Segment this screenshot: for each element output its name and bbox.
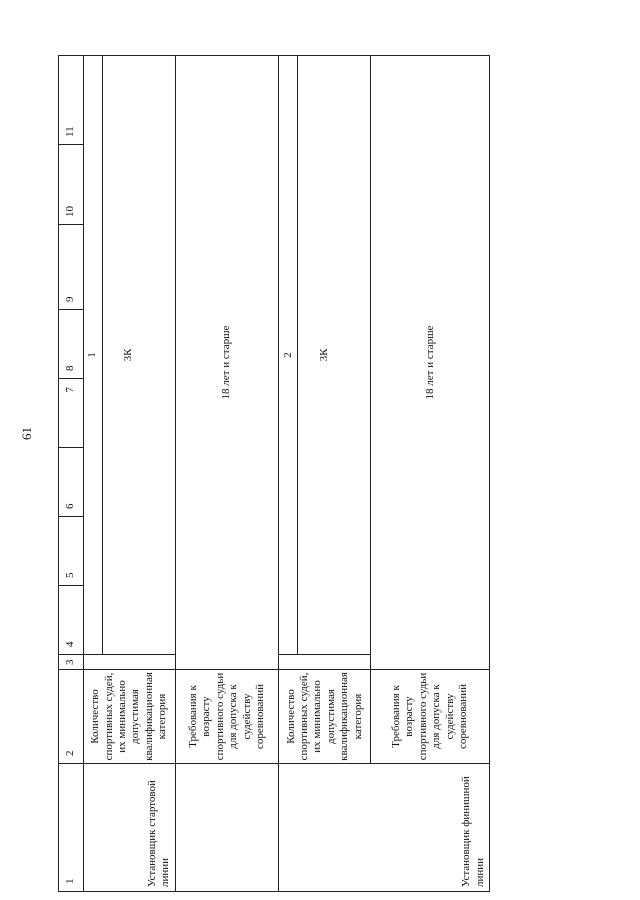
count-requirement-label: Количество спортивных судей, их минимально допустимая квалификационная категория <box>279 670 371 764</box>
table-row <box>175 56 278 892</box>
referee-count: 2 <box>279 56 298 655</box>
referee-requirements-table <box>58 55 490 892</box>
position-name: Установщик стартовой линии <box>83 764 175 892</box>
age-requirement-label: Требования к возрасту спортивного судьи для допуска к судейству соревнований <box>371 670 490 764</box>
header-cell: 10 <box>59 145 84 225</box>
header-row <box>59 56 84 892</box>
header-cell: 1 <box>59 764 84 892</box>
spacer-cell <box>155 56 175 655</box>
header-cell: 2 <box>59 670 84 764</box>
header-cell: 8 <box>59 310 84 379</box>
referee-count: 1 <box>83 56 102 655</box>
qualification-category: 3К <box>298 56 351 655</box>
header-cell: 3 <box>59 655 84 670</box>
count-requirement-label: Количество спортивных судей, их минимально допустимая квалификационная категория <box>83 670 175 764</box>
header-cell: 6 <box>59 448 84 517</box>
position-continuation <box>175 764 278 892</box>
position-name: Установщик финишной линии <box>279 764 490 892</box>
empty-cell <box>279 655 371 670</box>
header-cell: 9 <box>59 225 84 310</box>
age-requirement-value: 18 лет и старше <box>371 56 490 670</box>
qualification-category: 3К <box>102 56 155 655</box>
table-row <box>279 56 298 892</box>
header-cell: 11 <box>59 56 84 145</box>
age-requirement-value: 18 лет и старше <box>175 56 278 670</box>
page-number: 61 <box>19 427 34 440</box>
header-cell: 7 <box>59 379 84 448</box>
table-row <box>83 56 102 892</box>
age-requirement-label: Требования к возрасту спортивного судьи для допуска к судейству соревнований <box>175 670 278 764</box>
spacer-cell <box>351 56 371 655</box>
header-cell: 5 <box>59 517 84 586</box>
empty-cell <box>83 655 175 670</box>
header-cell: 4 <box>59 586 84 655</box>
